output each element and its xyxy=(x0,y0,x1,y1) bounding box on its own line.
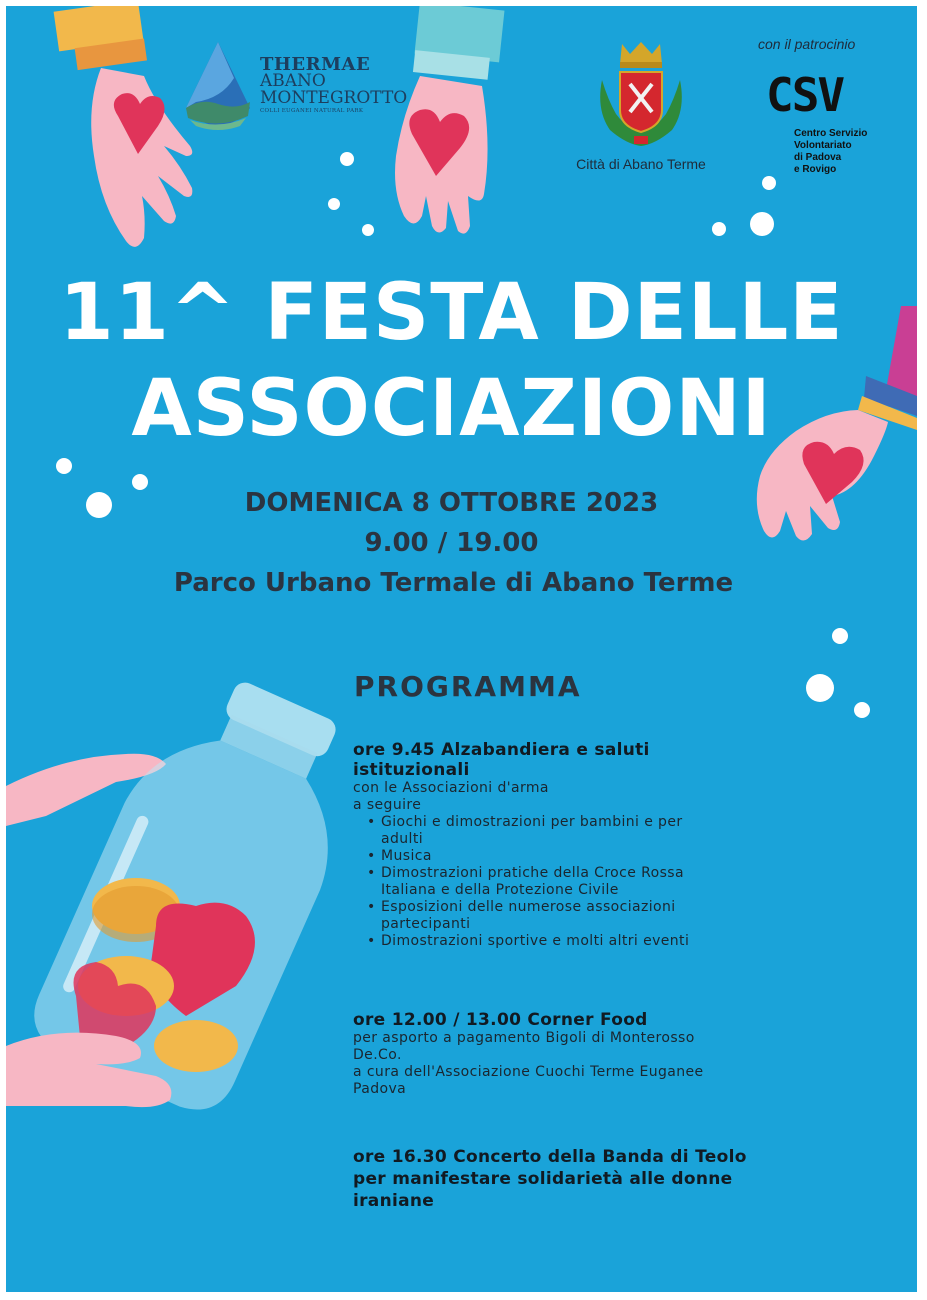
bubble-decoration xyxy=(806,674,834,702)
csv-desc-line: e Rovigo xyxy=(794,164,837,175)
thermae-tagline: COLLI EUGANEI NATURAL PARK xyxy=(260,108,364,114)
list-item-text: Musica xyxy=(381,848,432,864)
patrocinio-label: con il patrocinio xyxy=(758,36,856,52)
bubble-decoration xyxy=(762,176,776,190)
bubble-decoration xyxy=(340,152,354,166)
block-title: istituzionali xyxy=(353,760,470,780)
bubble-decoration xyxy=(854,702,870,718)
poster xyxy=(6,6,917,1292)
bubble-decoration xyxy=(362,224,374,236)
activity-list xyxy=(353,814,873,950)
list-item-text: Dimostrazioni pratiche della Croce Rossa xyxy=(381,865,684,881)
list-item-text: adulti xyxy=(381,831,424,847)
list-item xyxy=(381,899,873,933)
block-title: ore 12.00 / 13.00 Corner Food xyxy=(353,1010,648,1030)
block-title: ore 9.45 Alzabandiera e saluti xyxy=(353,740,650,760)
csv-description xyxy=(794,128,867,176)
main-title-line2: ASSOCIAZIONI xyxy=(131,364,772,454)
coat-of-arms-icon xyxy=(596,40,686,150)
bubble-decoration xyxy=(56,458,72,474)
csv-desc-line: Volontariato xyxy=(794,140,852,151)
block-title: iraniane xyxy=(353,1191,435,1211)
programma-block-morning xyxy=(353,740,873,950)
list-item-text: Esposizioni delle numerose associazioni xyxy=(381,899,676,915)
programma-block-food xyxy=(353,1010,873,1098)
block-line: De.Co. xyxy=(353,1047,402,1063)
event-date: DOMENICA 8 OTTOBRE 2023 xyxy=(244,488,659,518)
event-place: Parco Urbano Termale di Abano Terme xyxy=(173,568,734,598)
thermae-logo-icon xyxy=(178,38,258,134)
bubble-decoration xyxy=(328,198,340,210)
jar-with-hearts-icon xyxy=(6,666,346,1136)
list-item xyxy=(381,848,873,865)
bubble-decoration xyxy=(712,222,726,236)
block-title: per manifestare solidarietà alle donne xyxy=(353,1169,733,1189)
list-item-text: Dimostrazioni sportive e molti altri eventi xyxy=(381,933,690,949)
list-item xyxy=(381,865,873,899)
programma-heading: PROGRAMMA xyxy=(354,670,582,703)
bubble-decoration xyxy=(832,628,848,644)
thermae-line1: THERMAE xyxy=(260,54,371,75)
thermae-line2: ABANO xyxy=(260,71,326,91)
block-line: con le Associazioni d'arma xyxy=(353,780,549,796)
thermae-logo-text xyxy=(260,56,407,115)
hand-with-heart-icon xyxy=(382,6,512,256)
block-title: ore 16.30 Concerto della Banda di Teolo xyxy=(353,1147,747,1167)
block-line: a cura dell'Associazione Cuochi Terme Euganee xyxy=(353,1064,704,1080)
bubble-decoration xyxy=(750,212,774,236)
list-item-text: Giochi e dimostrazioni per bambini e per xyxy=(381,814,683,830)
csv-logo: CSV xyxy=(766,68,844,122)
csv-desc-line: di Padova xyxy=(794,152,842,163)
city-label: Città di Abano Terme xyxy=(576,156,706,172)
list-item xyxy=(381,933,873,950)
block-line: a seguire xyxy=(353,797,422,813)
event-time: 9.00 / 19.00 xyxy=(364,528,539,558)
list-item xyxy=(381,814,873,848)
thermae-line3: MONTEGROTTO xyxy=(260,88,408,108)
list-item-text: Italiana e della Protezione Civile xyxy=(381,882,619,898)
programma-block-concert xyxy=(353,1146,873,1212)
block-line: per asporto a pagamento Bigoli di Monterosso xyxy=(353,1030,695,1046)
list-item-text: partecipanti xyxy=(381,916,471,932)
main-title-line1: 11^ FESTA DELLE xyxy=(59,268,844,358)
csv-desc-line: Centro Servizio xyxy=(794,128,868,139)
block-line: Padova xyxy=(353,1081,407,1097)
